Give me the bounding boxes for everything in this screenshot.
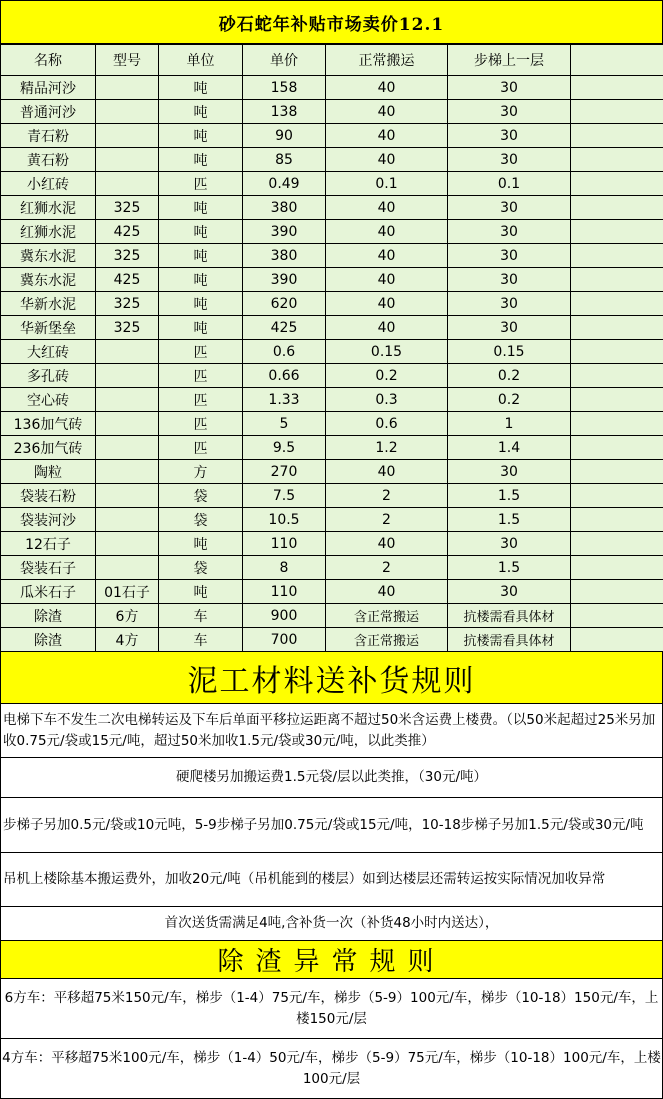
cell-extra [571, 340, 663, 364]
table-row [1, 364, 663, 388]
cell-price: 138 [243, 100, 326, 124]
cell-unit: 车 [159, 628, 243, 652]
rule-text: 步梯子另加0.5元/袋或10元吨，5-9步梯子另加0.75元/袋或15元/吨，10-18步梯子另加1.5元/袋或30元/吨 [1, 815, 662, 836]
header-cell-extra [571, 45, 663, 76]
rule-text: 吊机上楼除基本搬运费外，加收20元/吨（吊机能到的楼层）如到达楼层还需转运按实际情况加收异常 [1, 869, 662, 890]
cell-name: 除渣 [1, 604, 96, 628]
table-row [1, 556, 663, 580]
cell-extra [571, 268, 663, 292]
cell-extra [571, 484, 663, 508]
cell-name: 冀东水泥 [1, 268, 96, 292]
cell-price: 5 [243, 412, 326, 436]
table-row [1, 532, 663, 556]
cell-extra [571, 628, 663, 652]
cell-unit: 吨 [159, 244, 243, 268]
cell-normal-carry: 40 [326, 316, 448, 340]
cell-normal-carry: 0.1 [326, 172, 448, 196]
cell-model [96, 460, 159, 484]
cell-name: 普通河沙 [1, 100, 96, 124]
cell-normal-carry: 40 [326, 244, 448, 268]
table-row [1, 244, 663, 268]
cell-extra [571, 244, 663, 268]
cell-stair-floor: 30 [448, 100, 571, 124]
cell-model [96, 172, 159, 196]
cell-normal-carry: 40 [326, 460, 448, 484]
cell-unit: 吨 [159, 580, 243, 604]
cell-name: 青石粉 [1, 124, 96, 148]
rule-text: 4方车：平移超75米100元/车，梯步（1-4）50元/车，梯步（5-9）75元/车，梯步（10-18）100元/车，上楼100元/层 [1, 1048, 662, 1090]
cell-price: 900 [243, 604, 326, 628]
cell-extra [571, 220, 663, 244]
cell-stair-floor: 30 [448, 316, 571, 340]
cell-unit: 吨 [159, 316, 243, 340]
cell-unit: 吨 [159, 532, 243, 556]
section-banner-masonry: 泥工材料送补货规则 [0, 652, 663, 704]
cell-name: 华新水泥 [1, 292, 96, 316]
cell-name: 冀东水泥 [1, 244, 96, 268]
cell-stair-floor: 1.5 [448, 556, 571, 580]
cell-extra [571, 460, 663, 484]
cell-extra [571, 76, 663, 100]
cell-normal-carry: 40 [326, 292, 448, 316]
cell-extra [571, 316, 663, 340]
header-cell-unit: 单位 [159, 45, 243, 76]
cell-stair-floor: 30 [448, 292, 571, 316]
table-row [1, 628, 663, 652]
cell-stair-floor: 30 [448, 196, 571, 220]
cell-price: 380 [243, 196, 326, 220]
rule-text: 硬爬楼另加搬运费1.5元袋/层以此类推，（30元/吨） [1, 767, 662, 788]
table-row [1, 172, 663, 196]
cell-stair-floor: 30 [448, 460, 571, 484]
header-cell-stair-floor: 步梯上一层 [448, 45, 571, 76]
rule-text: 首次送货需满足4吨,含补货一次（补货48小时内送达）， [1, 913, 662, 934]
cell-price: 90 [243, 124, 326, 148]
rule-row [0, 979, 663, 1039]
rule-row [0, 798, 663, 853]
cell-normal-carry: 0.2 [326, 364, 448, 388]
cell-name: 除渣 [1, 628, 96, 652]
cell-normal-carry: 0.15 [326, 340, 448, 364]
header-cell-name: 名称 [1, 45, 96, 76]
cell-model [96, 436, 159, 460]
cell-name: 大红砖 [1, 340, 96, 364]
cell-unit: 匹 [159, 172, 243, 196]
cell-price: 390 [243, 220, 326, 244]
cell-price: 390 [243, 268, 326, 292]
cell-model [96, 364, 159, 388]
rule-text: 电梯下车不发生二次电梯转运及下车后单面平移拉运距离不超过50米含运费上楼费。（以50米起超过25米另加收0.75元/袋或15元/吨，超过50米加收1.5元/袋或30元/吨，以此类推） [1, 710, 662, 752]
cell-unit: 匹 [159, 412, 243, 436]
cell-price: 620 [243, 292, 326, 316]
cell-extra [571, 580, 663, 604]
cell-name: 袋装石子 [1, 556, 96, 580]
cell-model [96, 412, 159, 436]
cell-price: 0.49 [243, 172, 326, 196]
cell-model [96, 556, 159, 580]
cell-stair-floor: 30 [448, 244, 571, 268]
cell-price: 425 [243, 316, 326, 340]
cell-stair-floor: 1.5 [448, 484, 571, 508]
cell-normal-carry: 2 [326, 556, 448, 580]
cell-model: 01石子 [96, 580, 159, 604]
cell-normal-carry: 40 [326, 148, 448, 172]
cell-name: 空心砖 [1, 388, 96, 412]
cell-extra [571, 388, 663, 412]
cell-stair-floor: 抗楼需看具体材 [448, 604, 571, 628]
cell-model [96, 508, 159, 532]
cell-stair-floor: 0.2 [448, 364, 571, 388]
cell-name: 袋装河沙 [1, 508, 96, 532]
cell-normal-carry: 40 [326, 196, 448, 220]
cell-model: 4方 [96, 628, 159, 652]
cell-price: 85 [243, 148, 326, 172]
cell-name: 黄石粉 [1, 148, 96, 172]
cell-name: 瓜米石子 [1, 580, 96, 604]
cell-model [96, 124, 159, 148]
table-row [1, 268, 663, 292]
cell-unit: 吨 [159, 292, 243, 316]
cell-model [96, 388, 159, 412]
cell-stair-floor: 30 [448, 124, 571, 148]
cell-extra [571, 532, 663, 556]
cell-model: 325 [96, 244, 159, 268]
cell-normal-carry: 40 [326, 580, 448, 604]
cell-stair-floor: 抗楼需看具体材 [448, 628, 571, 652]
cell-price: 9.5 [243, 436, 326, 460]
cell-normal-carry: 40 [326, 124, 448, 148]
table-row [1, 388, 663, 412]
cell-model: 325 [96, 196, 159, 220]
cell-stair-floor: 30 [448, 580, 571, 604]
cell-unit: 车 [159, 604, 243, 628]
cell-price: 700 [243, 628, 326, 652]
cell-unit: 吨 [159, 268, 243, 292]
cell-price: 158 [243, 76, 326, 100]
cell-name: 红狮水泥 [1, 220, 96, 244]
cell-model [96, 532, 159, 556]
cell-normal-carry: 40 [326, 268, 448, 292]
cell-model: 425 [96, 220, 159, 244]
rule-row [0, 853, 663, 907]
table-row [1, 436, 663, 460]
cell-extra [571, 172, 663, 196]
cell-extra [571, 148, 663, 172]
cell-normal-carry: 40 [326, 220, 448, 244]
table-row [1, 124, 663, 148]
cell-price: 1.33 [243, 388, 326, 412]
header-cell-price: 单价 [243, 45, 326, 76]
price-table [0, 44, 663, 652]
cell-price: 7.5 [243, 484, 326, 508]
cell-unit: 吨 [159, 100, 243, 124]
cell-model: 425 [96, 268, 159, 292]
cell-name: 红狮水泥 [1, 196, 96, 220]
cell-name: 12石子 [1, 532, 96, 556]
table-row [1, 220, 663, 244]
cell-unit: 吨 [159, 124, 243, 148]
cell-stair-floor: 30 [448, 532, 571, 556]
cell-name: 陶粒 [1, 460, 96, 484]
table-row [1, 508, 663, 532]
cell-model [96, 148, 159, 172]
cell-normal-carry: 40 [326, 76, 448, 100]
cell-name: 多孔砖 [1, 364, 96, 388]
cell-unit: 匹 [159, 388, 243, 412]
cell-extra [571, 508, 663, 532]
cell-unit: 吨 [159, 76, 243, 100]
cell-price: 0.66 [243, 364, 326, 388]
cell-model [96, 484, 159, 508]
cell-price: 110 [243, 532, 326, 556]
cell-name: 华新堡垒 [1, 316, 96, 340]
rule-row [0, 758, 663, 798]
cell-stair-floor: 1.4 [448, 436, 571, 460]
cell-price: 110 [243, 580, 326, 604]
table-row [1, 460, 663, 484]
cell-extra [571, 364, 663, 388]
cell-price: 10.5 [243, 508, 326, 532]
cell-extra [571, 436, 663, 460]
cell-stair-floor: 0.2 [448, 388, 571, 412]
cell-extra [571, 196, 663, 220]
header-cell-normal-carry: 正常搬运 [326, 45, 448, 76]
cell-model [96, 76, 159, 100]
table-row [1, 604, 663, 628]
table-row [1, 292, 663, 316]
table-row [1, 148, 663, 172]
cell-unit: 匹 [159, 340, 243, 364]
cell-normal-carry: 0.6 [326, 412, 448, 436]
section-banner-debris: 除渣异常规则 [0, 941, 663, 979]
cell-name: 136加气砖 [1, 412, 96, 436]
cell-name: 精品河沙 [1, 76, 96, 100]
cell-normal-carry: 40 [326, 100, 448, 124]
cell-model [96, 340, 159, 364]
cell-price: 8 [243, 556, 326, 580]
table-row [1, 316, 663, 340]
cell-stair-floor: 0.15 [448, 340, 571, 364]
table-row [1, 340, 663, 364]
cell-stair-floor: 30 [448, 220, 571, 244]
cell-model [96, 100, 159, 124]
cell-unit: 吨 [159, 196, 243, 220]
cell-model: 325 [96, 316, 159, 340]
cell-unit: 吨 [159, 148, 243, 172]
table-row [1, 196, 663, 220]
cell-normal-carry: 含正常搬运 [326, 628, 448, 652]
cell-unit: 匹 [159, 364, 243, 388]
sheet-title: 砂石蛇年补贴市场卖价12.1 [0, 0, 663, 44]
table-row [1, 100, 663, 124]
cell-stair-floor: 30 [448, 148, 571, 172]
cell-price: 270 [243, 460, 326, 484]
cell-name: 小红砖 [1, 172, 96, 196]
table-row [1, 580, 663, 604]
cell-stair-floor: 30 [448, 268, 571, 292]
rule-row [0, 1039, 663, 1099]
rule-row [0, 907, 663, 941]
cell-model: 325 [96, 292, 159, 316]
cell-extra [571, 412, 663, 436]
cell-extra [571, 124, 663, 148]
cell-normal-carry: 40 [326, 532, 448, 556]
table-row [1, 412, 663, 436]
cell-extra [571, 292, 663, 316]
header-cell-model: 型号 [96, 45, 159, 76]
cell-normal-carry: 2 [326, 484, 448, 508]
cell-name: 袋装石粉 [1, 484, 96, 508]
cell-model: 6方 [96, 604, 159, 628]
cell-extra [571, 556, 663, 580]
cell-normal-carry: 含正常搬运 [326, 604, 448, 628]
table-row [1, 76, 663, 100]
cell-normal-carry: 1.2 [326, 436, 448, 460]
cell-extra [571, 100, 663, 124]
cell-unit: 方 [159, 460, 243, 484]
cell-stair-floor: 1.5 [448, 508, 571, 532]
cell-extra [571, 604, 663, 628]
cell-unit: 袋 [159, 556, 243, 580]
cell-stair-floor: 0.1 [448, 172, 571, 196]
cell-stair-floor: 1 [448, 412, 571, 436]
cell-normal-carry: 0.3 [326, 388, 448, 412]
rule-row [0, 704, 663, 758]
cell-stair-floor: 30 [448, 76, 571, 100]
cell-unit: 吨 [159, 220, 243, 244]
cell-normal-carry: 2 [326, 508, 448, 532]
table-row [1, 484, 663, 508]
cell-unit: 袋 [159, 508, 243, 532]
cell-name: 236加气砖 [1, 436, 96, 460]
cell-price: 0.6 [243, 340, 326, 364]
table-header-row [1, 45, 663, 76]
cell-unit: 匹 [159, 436, 243, 460]
cell-unit: 袋 [159, 484, 243, 508]
rule-text: 6方车：平移超75米150元/车，梯步（1-4）75元/车，梯步（5-9）100元/车，梯步（10-18）150元/车，上楼150元/层 [1, 988, 662, 1030]
cell-price: 380 [243, 244, 326, 268]
